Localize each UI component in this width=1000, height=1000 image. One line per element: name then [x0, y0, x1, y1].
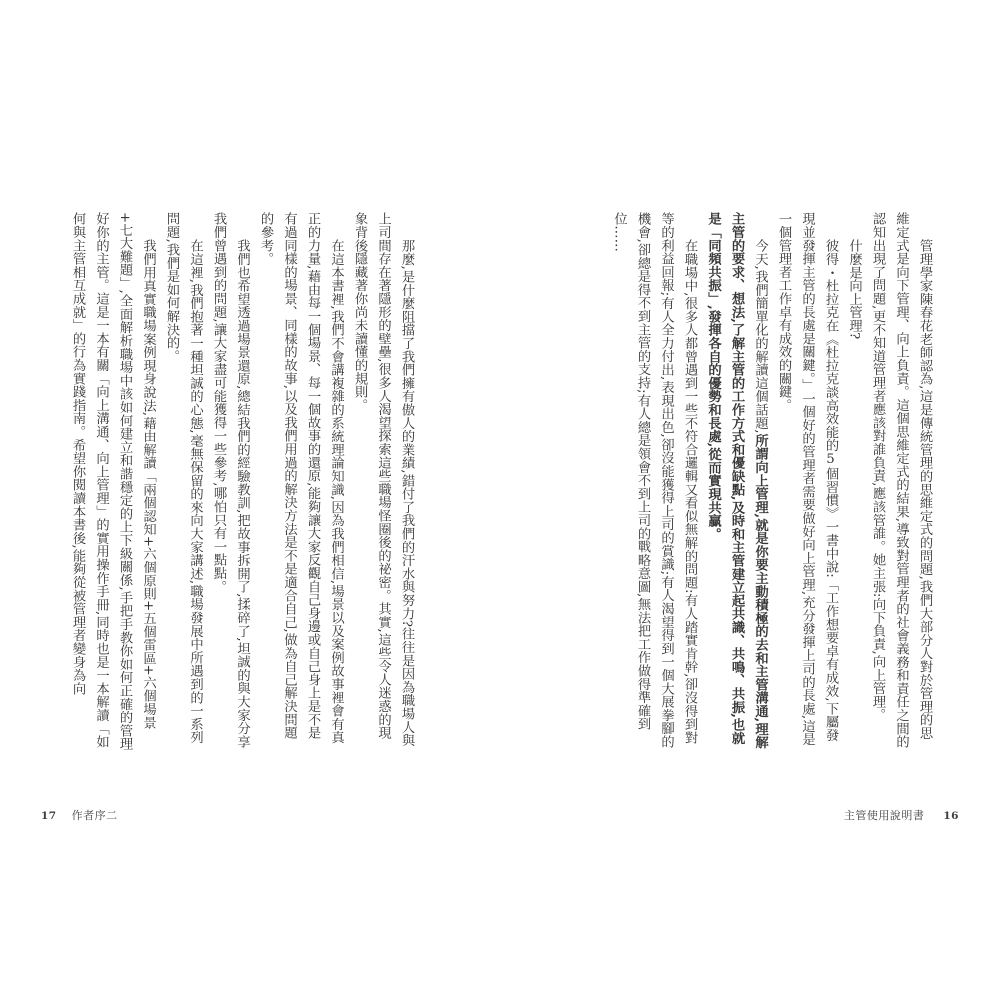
- running-title: 作者序二: [71, 809, 118, 822]
- paragraph: 在這裡,我們抱著一種坦誠的心態,毫無保留的來向大家講述,職場發展中所遇到的一系列問題,我們是如何解決的。: [164, 212, 203, 744]
- paragraph: 我們也希望透過場景還原,總結我們的經驗教訓,把故事拆開了,揉碎了,坦誠的與大家分享我們曾遇到的問題,讓大家盡可能獲得一些參考,哪怕只有一點點。: [211, 212, 250, 748]
- paragraph-text: 個習慣》一書中說:「工作想要卓有成效,下屬發現並發揮主管的長處是關鍵。」一個好的管理者需要做好向上管理,充分發揮上司的長處,這是一個管理者工作卓有成效的關鍵。: [776, 212, 838, 746]
- page-number: 16: [943, 810, 959, 822]
- paragraph: 那麼,是什麼阻擋了我們擁有傲人的業績,錯付了我們的汗水與努力?往往是因為職場人與上司間存在著隱形的壁壘,很多人渴望探索這些職場怪圈後的祕密。其實,這些令人迷惑的現象背後隱藏著你尚未讀懂的規則。: [352, 212, 414, 747]
- paragraph-text: 今天,我們簡單化的解讀這個話題,: [752, 238, 768, 434]
- paragraph: [701, 212, 772, 752]
- left-page-text-block: [65, 212, 418, 752]
- paragraph-text: 彼得・杜拉克在《杜拉克談高效能的: [823, 238, 838, 452]
- paragraph: 在職場中,很多人都曾遇到一些不符合邏輯又看似無解的問題:有人踏實肯幹,卻沒得到對等的利益回報;有人全力付出,表現出色,卻沒能獲得上司的賞識;有人渴望得到一個大展拳腳的機會,卻總是得不到主管的支持;有人總是領會不到上司的戰略意圖,無法把工作做得準確到位……: [611, 212, 697, 749]
- paragraph: [772, 212, 843, 752]
- right-page-text-block: [583, 212, 936, 752]
- emphasized-text: 所謂向上管理,就是你要主動積極的去和主管溝通,理解主管的要求、想法,了解主管的工作方式和優缺點,及時和主管建立起共識、共鳴、共振,也就是「同頻共振」,發揮各自的優勢和長處,從而實現共贏。: [705, 212, 768, 749]
- section-heading: 什麼是向上管理?: [846, 238, 862, 339]
- paragraph: 我們用真實職場案例現身說法,藉由解讀「兩個認知+六個原則+五個雷區+六個場景+七大難題」,全面解析職場中該如何建立和諧穩定的上下級關係,手把手教你如何正確的管理好你的主管。這是一本有關「向上溝通、向上管理」的實用操作手冊,同時也是一本解讀「如何與主管相互成就」的行為實踐指南。希望你閱讀本書後,能夠從被管理者變身為向: [70, 212, 156, 751]
- paragraph: 管理學家陳春花老師認為,這是傳統管理的思維定式的問題,我們大部分人對於管理的思維定式是向下管理、向上負責。這個思維定式的結果,導致對管理者的社會義務和責任之間的認知出現了問題,更不知道管理者應該對誰負責,應該管誰。她主張:向下負責,向上管理。: [870, 212, 932, 749]
- left-page-footer: [41, 809, 118, 823]
- running-title: 主管使用說明書: [843, 809, 925, 822]
- page-number: 17: [41, 810, 57, 822]
- paragraph: 在這本書裡,我們不會講複雜的系統理論知識,因為我們相信,場景以及案例故事裡會有真正的力量,藉由每一個場景、每一個故事的還原,能夠讓大家反觀自己身邊或自己身上是不是有過同樣的場景、同樣的故事,以及我們用過的解決方法是不是適合自己,做為自己解決問題的參考。: [258, 212, 344, 744]
- inline-number: 5: [823, 451, 838, 467]
- right-page-footer: [844, 809, 959, 823]
